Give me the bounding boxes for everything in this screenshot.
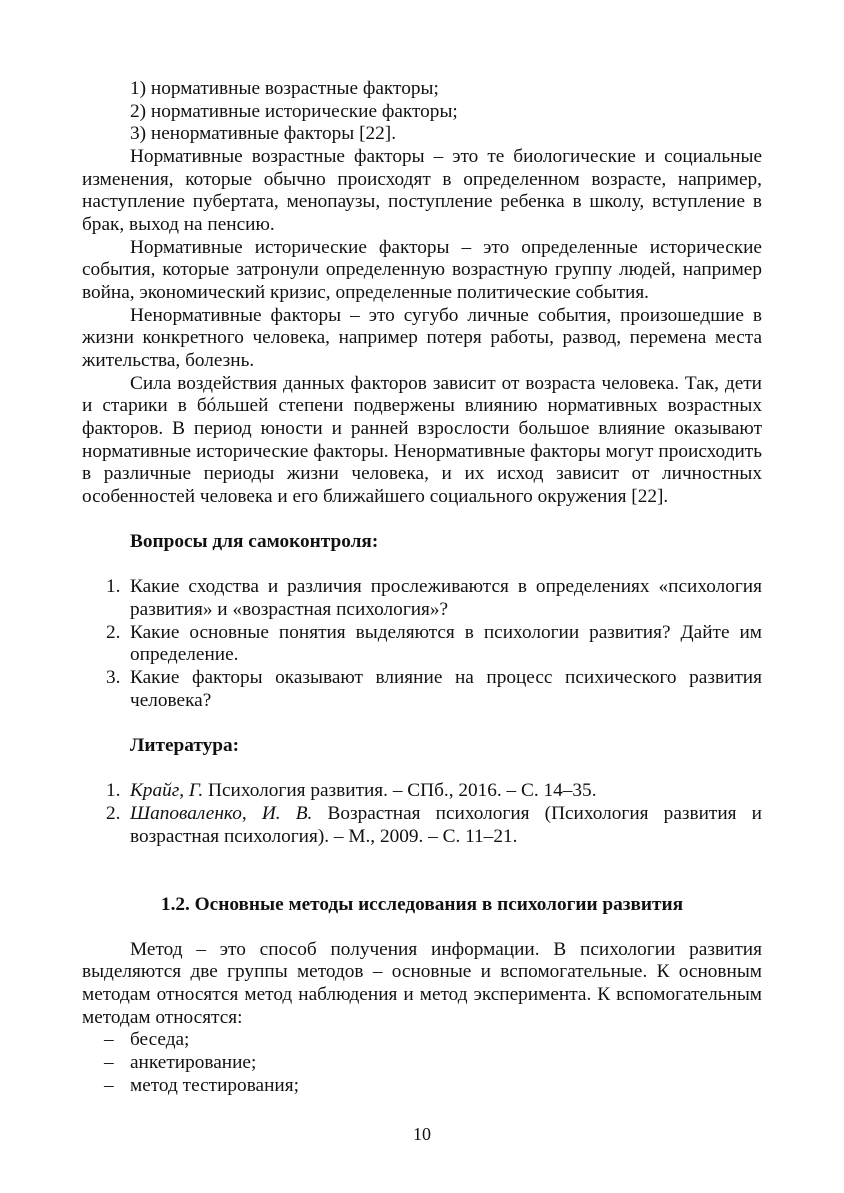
paragraph-non-normative: Ненормативные факторы – это сугубо личные события, произошедшие в жизни конкретного человека, например потеря работы, развод, перемена места жительства, болезнь.	[82, 304, 762, 371]
questions-list	[82, 576, 762, 712]
question-item	[82, 667, 762, 712]
paragraph-normative-historical: Нормативные исторические факторы – это определенные исторические события, которые затронули определенную возрастную группу людей, например война, экономический кризис, определенные политические события.	[82, 236, 762, 303]
list-item-factor-1: 1) нормативные возрастные факторы;	[130, 78, 439, 99]
question-number: 3.	[106, 667, 121, 689]
method-text: беседа;	[130, 1029, 190, 1051]
question-text: Какие основные понятия выделяются в психологии развития? Дайте им определение.	[130, 621, 762, 666]
literature-number: 2.	[106, 802, 121, 824]
section-title: 1.2. Основные методы исследования в психологии развития	[160, 893, 684, 915]
dash-bullet: –	[104, 1029, 114, 1051]
dash-bullet: –	[104, 1074, 114, 1096]
literature-number: 1.	[106, 780, 121, 802]
literature-initials: И. В.	[261, 802, 313, 824]
question-number: 2.	[106, 621, 121, 643]
literature-item: 2. Шаповаленко, И. В. Возрастная психология (Психология развития и возрастная психология). – М., 2009. – С. 11–21.	[106, 802, 762, 847]
literature-text: Возрастная психология (Психология развития и возрастная психология). – М., 2009. – С. 11–21.	[130, 802, 762, 847]
question-item	[82, 622, 762, 667]
list-item-factor-3: 3) ненормативные факторы [22].	[130, 123, 397, 145]
dash-bullet: –	[104, 1052, 114, 1074]
paragraph-normative-age: Нормативные возрастные факторы – это те биологические и социальные изменения, которые обычно происходят в определенном возрасте, например, наступление пубертата, менопаузы, поступление ребенка в школу, вступление в брак, выход на пенсию.	[82, 145, 762, 235]
paragraph-influence: Сила воздействия данных факторов зависит от возраста человека. Так, дети и старики в бóльшей степени подвержены влиянию нормативных возрастных факторов. В период юности и ранней взрослости большое влияние оказывают нормативные исторические факторы. Ненормативные факторы могут происходить в различные периоды жизни человека, и их исход зависит от личностных особенностей человека и его ближайшего социального окружения [22].	[82, 372, 762, 507]
methods-list	[82, 1029, 762, 1097]
literature-list	[82, 780, 762, 848]
method-text: метод тестирования;	[130, 1074, 299, 1096]
question-item	[82, 576, 762, 621]
method-item	[82, 1075, 762, 1098]
question-text: Какие факторы оказывают влияние на процесс психического развития человека?	[130, 667, 762, 711]
method-text: анкетирование;	[130, 1052, 257, 1074]
paragraph-methods: Метод – это способ получения информации. В психологии развития выделяются две группы методов – основные и вспомогательные. К основным методам относятся метод наблюдения и метод эксперимента. К вспомогательным методам относятся:	[82, 938, 762, 1028]
page-number: 10	[413, 1124, 431, 1144]
literature-initials: Г.	[188, 780, 204, 802]
literature-heading: Литература:	[130, 734, 240, 756]
literature-author: Шаповаленко	[130, 802, 242, 824]
questions-heading: Вопросы для самоконтроля:	[130, 531, 379, 553]
literature-author: Крайг	[130, 780, 180, 802]
list-item-factor-2: 2) нормативные исторические факторы;	[130, 100, 458, 122]
literature-item: 1. Крайг, Г. Психология развития. – СПб., 2016. – С. 14–35.	[106, 780, 597, 802]
method-item	[82, 1029, 762, 1052]
question-text: Какие сходства и различия прослеживаются в определениях «психология развития» и «возрастная психология»?	[130, 576, 762, 621]
method-item	[82, 1052, 762, 1075]
literature-text: Психология развития. – СПб., 2016. – С. 14–35.	[203, 780, 597, 802]
question-number: 1.	[106, 576, 121, 598]
